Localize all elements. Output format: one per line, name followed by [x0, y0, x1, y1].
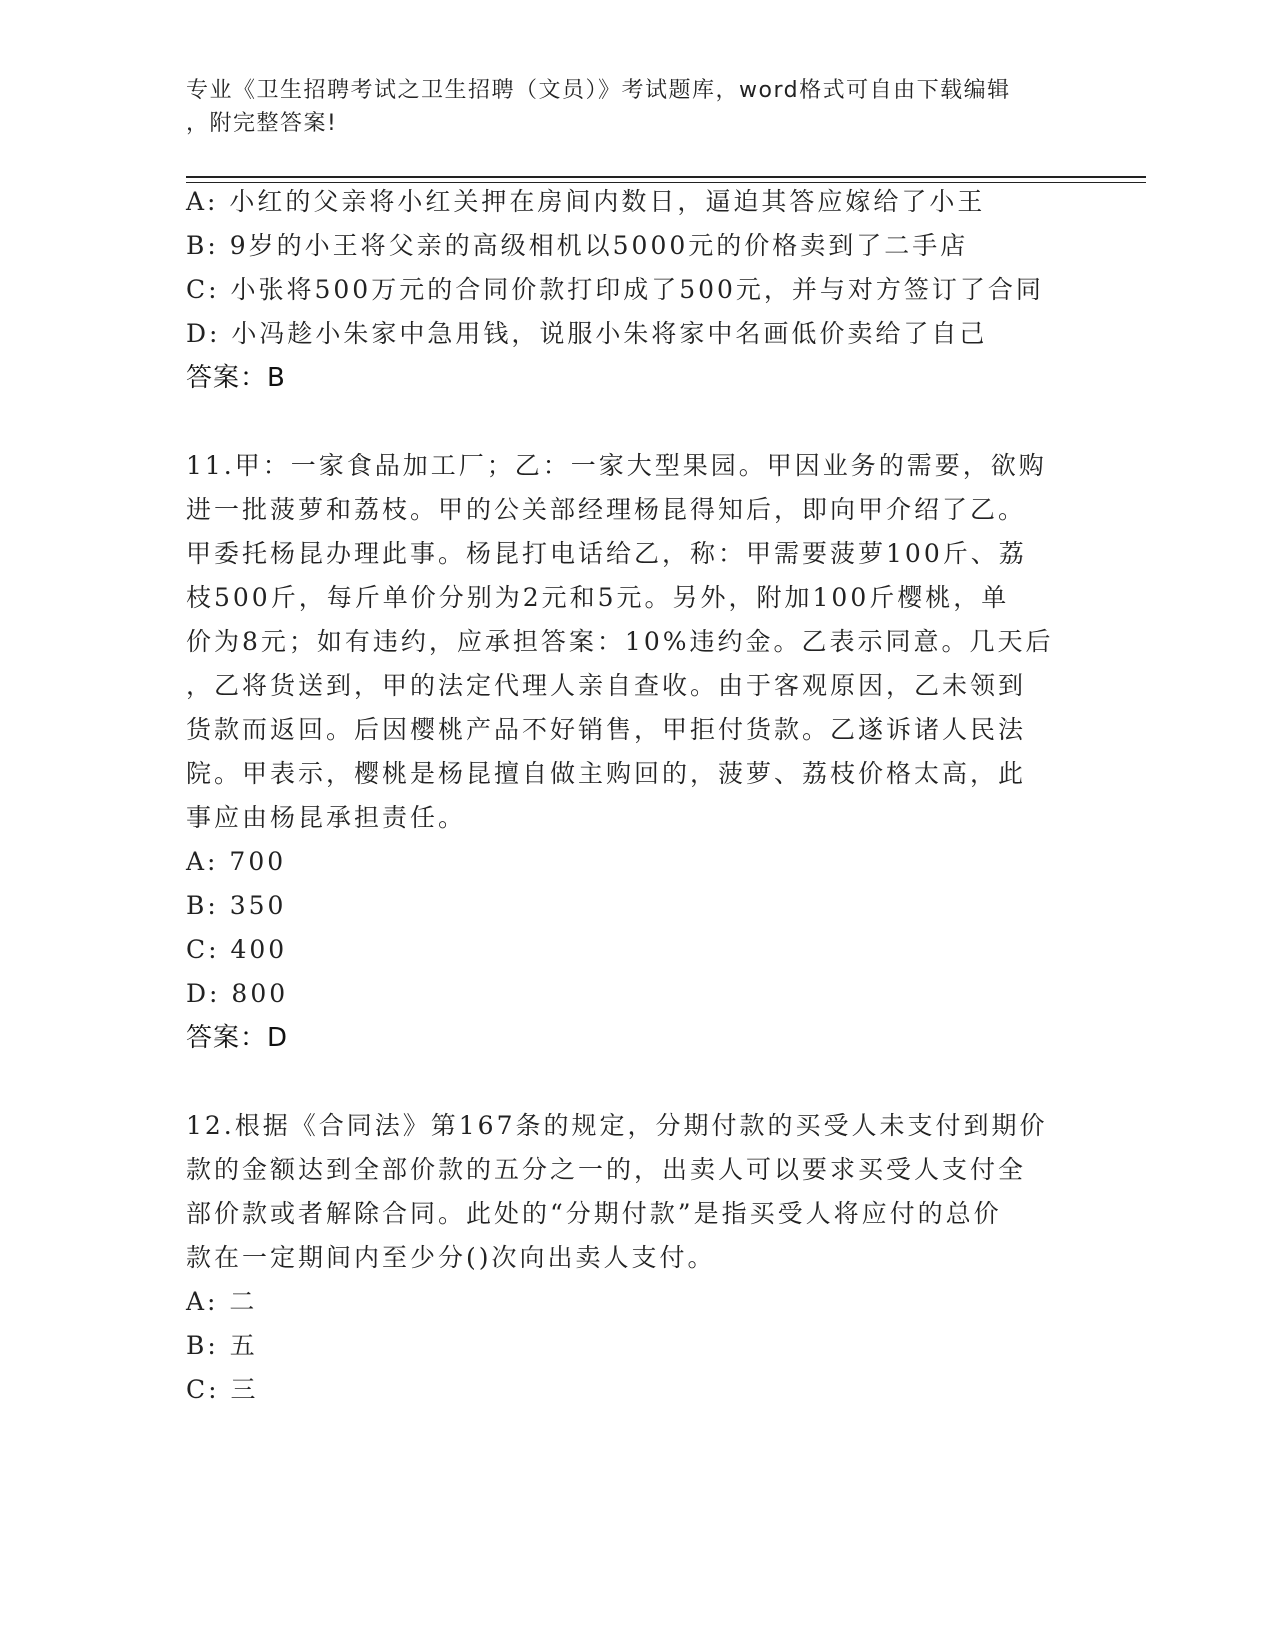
q11-text-line-5: 价为8元；如有违约，应承担答案：10%违约金。乙表示同意。几天后	[186, 627, 1054, 656]
q10-option-a: A: 小红的父亲将小红关押在房间内数日，逼迫其答应嫁给了小王	[186, 187, 986, 216]
q10-option-c: C: 小张将500万元的合同价款打印成了500元，并与对方签订了合同	[186, 275, 1044, 304]
q11-text-line-7: 货款而返回。后因樱桃产品不好销售，甲拒付货款。乙遂诉诸人民法	[186, 715, 1027, 744]
q11-text-line-9: 事应由杨昆承担责任。	[186, 803, 467, 832]
q11-option-d: D: 800	[186, 979, 289, 1008]
q10-option-b: B: 9岁的小王将父亲的高级相机以5000元的价格卖到了二手店	[186, 231, 969, 260]
q11-text-line-6: ，乙将货送到，甲的法定代理人亲自查收。由于客观原因，乙未领到	[186, 671, 1027, 700]
q12-text-line-4: 款在一定期间内至少分()次向出卖人支付。	[186, 1243, 716, 1272]
q12-option-a: A: 二	[186, 1287, 258, 1316]
q11-text-line-3: 甲委托杨昆办理此事。杨昆打电话给乙，称：甲需要菠萝100斤、荔	[186, 539, 1027, 568]
header-divider-thick	[186, 176, 1146, 178]
header-line-1: 专业《卫生招聘考试之卫生招聘（文员）》考试题库，word格式可自由下载编辑	[186, 78, 1011, 103]
q10-answer: 答案：B	[186, 363, 286, 393]
q12-text-line-3: 部价款或者解除合同。此处的“分期付款”是指买受人将应付的总价	[186, 1199, 1002, 1228]
q12-text-line-2: 款的金额达到全部价款的五分之一的，出卖人可以要求买受人支付全	[186, 1155, 1027, 1184]
header-line-2: ，附完整答案!	[186, 111, 338, 136]
q12-text-line-1: 12.根据《合同法》第167条的规定，分期付款的买受人未支付到期价	[186, 1111, 1048, 1140]
q11-text-line-2: 进一批菠萝和荔枝。甲的公关部经理杨昆得知后，即向甲介绍了乙。	[186, 495, 1027, 524]
q11-answer: 答案：D	[186, 1023, 289, 1053]
q12-option-b: B: 五	[186, 1331, 258, 1360]
header-divider-thin	[186, 182, 1146, 183]
q11-text-line-4: 枝500斤，每斤单价分别为2元和5元。另外，附加100斤樱桃，单	[186, 583, 1010, 612]
q11-option-a: A: 700	[186, 847, 287, 876]
document-header	[186, 74, 1066, 140]
q12-option-c: C: 三	[186, 1375, 259, 1404]
q11-text-line-1: 11.甲：一家食品加工厂；乙：一家大型果园。甲因业务的需要，欲购	[186, 451, 1047, 480]
q11-text-line-8: 院。甲表示，樱桃是杨昆擅自做主购回的，菠萝、荔枝价格太高，此	[186, 759, 1027, 788]
q11-option-c: C: 400	[186, 935, 288, 964]
q11-option-b: B: 350	[186, 891, 287, 920]
q10-option-d: D: 小冯趁小朱家中急用钱，说服小朱将家中名画低价卖给了自己	[186, 319, 988, 348]
